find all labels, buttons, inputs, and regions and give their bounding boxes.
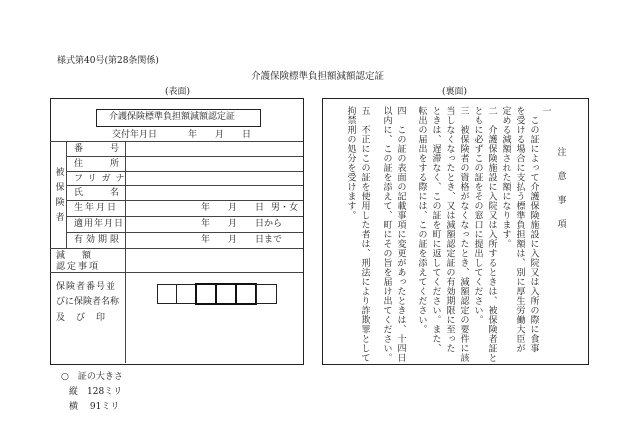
issue-date-label: 交付年月日 — [112, 130, 158, 140]
reduction-items-label: 認定事項 — [56, 262, 101, 272]
insurer-number-digit-box — [195, 283, 217, 305]
address-label: 住 所 — [74, 159, 120, 169]
note-line: を受ける場合に支払う標準負担額は、別に厚生労働大臣が — [514, 106, 525, 353]
note-line: この証によって介護保険施設に入院又は入所の際に食事 — [528, 106, 539, 353]
document-title: 介護保険標準負担額減額認定証 — [251, 71, 385, 82]
note-line: ときは、遅滞なく、この証を町に返してください。また、 — [430, 106, 441, 353]
front-side-label: (表面) — [165, 87, 191, 97]
number-label: 番 号 — [74, 144, 120, 154]
effective-date-label: 適用年月日 — [74, 219, 125, 229]
effective-date-value: 年 月 日から — [201, 219, 283, 229]
issue-date-value: 年 月 日 — [188, 130, 252, 140]
card-height: 縦 128ミリ — [69, 387, 123, 397]
insurer-number-digit-box — [176, 284, 197, 304]
insurer-number-digit-box — [157, 284, 178, 304]
notes-heading: 注 意 事 項 — [555, 147, 566, 231]
note-line: 二 介護保険施設に入院又は入所するときは、被保険者証と — [486, 106, 497, 363]
insurer-number-digit-box — [215, 283, 237, 305]
card-title: 介護保険標準負担額減額認定証 — [109, 112, 236, 122]
note-line: ともに必ずこの証をその窓口に提出してください。 — [472, 106, 483, 325]
card-size-heading: ○ 証の大きさ — [61, 372, 123, 382]
expiration-value: 年 月 日まで — [201, 235, 283, 245]
insured-person-label: 被保険者 — [53, 167, 64, 227]
note-line: 五 不正にこの証を使用した者は、刑法により詐欺罪として — [359, 106, 370, 363]
expiration-label: 有効期限 — [74, 235, 123, 245]
insurer-number-digit-box — [235, 283, 257, 305]
birthdate-label: 生年月日 — [74, 203, 119, 213]
back-side-label: (裏面) — [442, 87, 468, 97]
note-line: 四 この証の表面の記載事項に変更があったときは、十四日 — [395, 106, 406, 363]
note-line: 三 被保険者の資格がなくなったとき、減額認定の要件に該 — [458, 106, 469, 363]
note-line: 以内に、この証を添えて、町にその旨を届け出てください。 — [381, 106, 392, 363]
form-number: 様式第40号(第28条関係) — [57, 56, 159, 66]
insurer-number-label: 保険者番号並 — [56, 282, 117, 292]
name-label: 氏 名 — [74, 188, 120, 198]
card-width: 横 91ミリ — [69, 402, 120, 412]
note-line: 当しなくなったとき、又は減額認定証の有効期限に至った — [444, 106, 455, 353]
furigana-label: フリガナ — [74, 174, 130, 184]
note-1-number: 一 — [540, 106, 551, 116]
note-line: 転出の届出をする際には、この証を添えてください。 — [416, 106, 427, 334]
insurer-number-digit-box — [256, 284, 277, 304]
note-line: 拘禁刑の処分を受けます。 — [345, 106, 356, 220]
note-line: 定める減額された額になります。 — [500, 106, 511, 249]
birthdate-value: 年 月 日 — [201, 203, 265, 213]
insurer-seal-label: 及 び 印 — [56, 313, 107, 323]
insurer-name-label: びに保険者名称 — [56, 297, 120, 307]
reduction-label: 減 額 — [56, 251, 96, 261]
gender-value: 男・女 — [271, 203, 299, 213]
